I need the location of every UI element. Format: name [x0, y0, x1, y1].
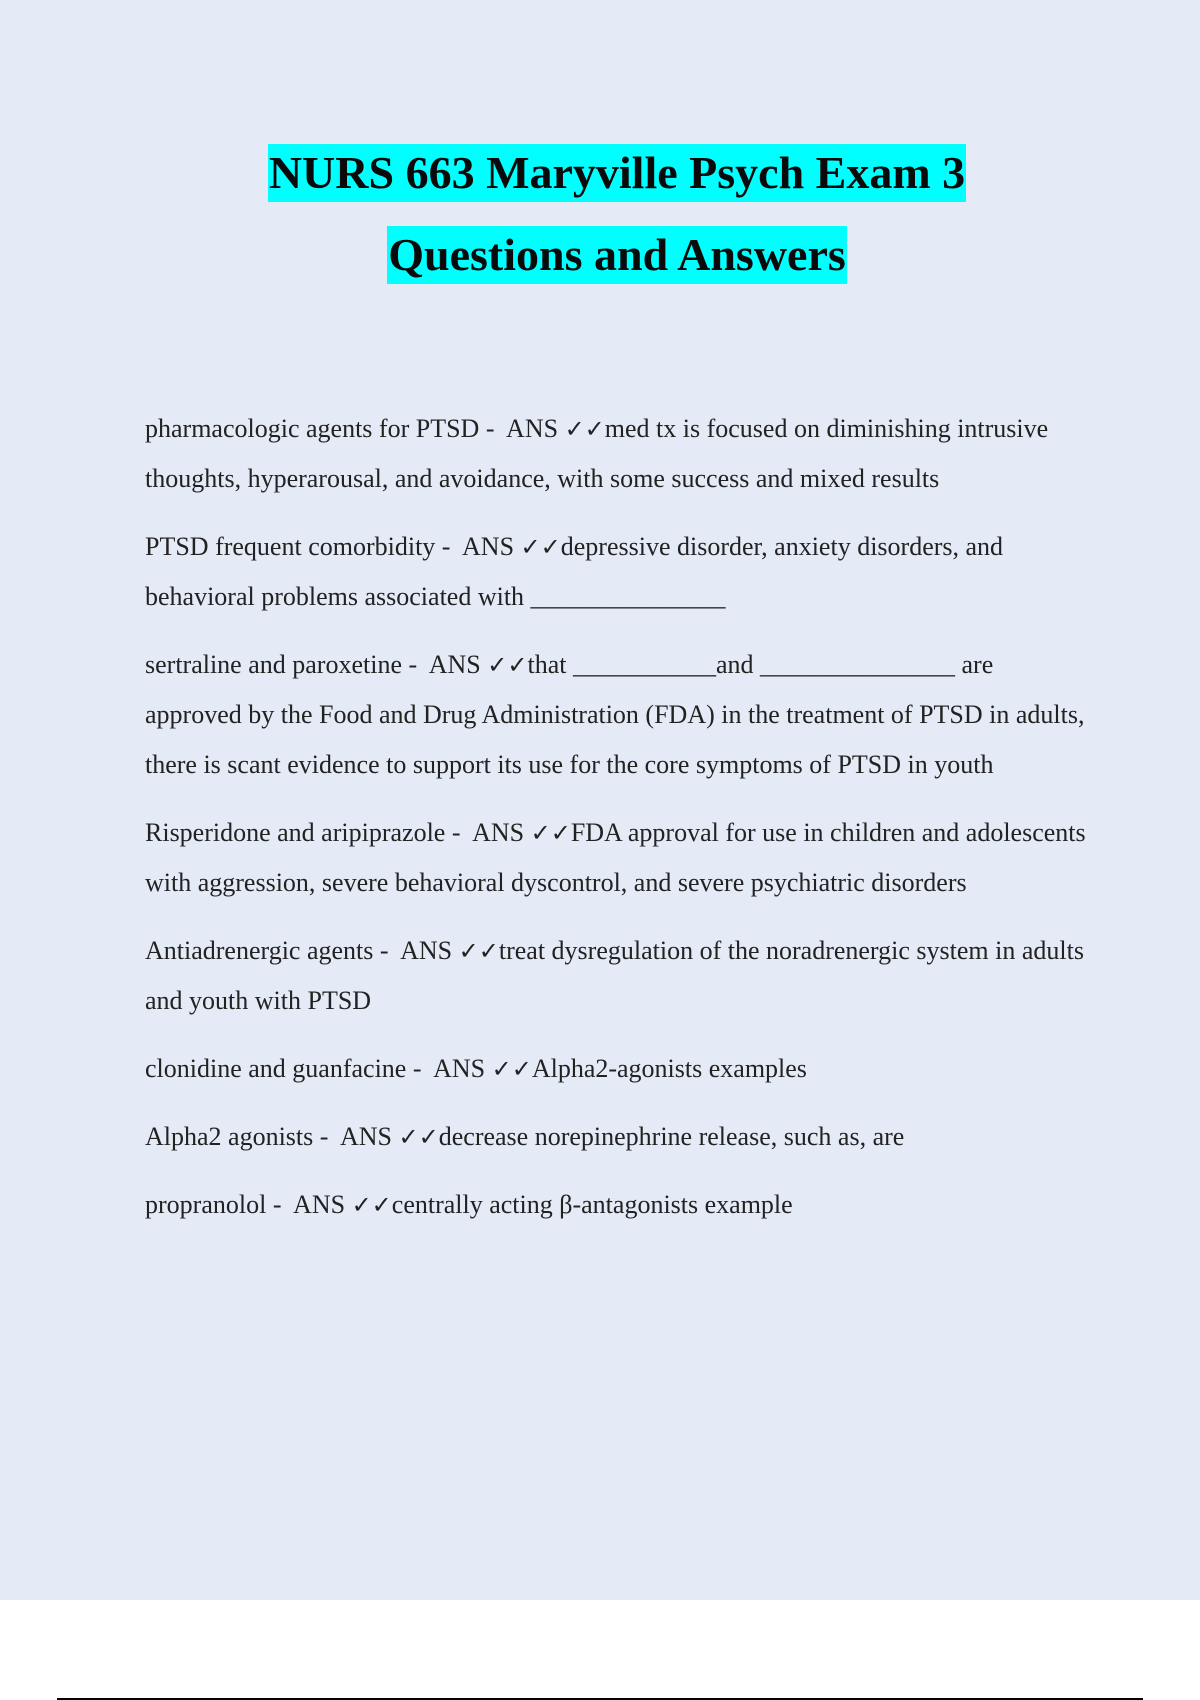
qa-term: sertraline and paroxetine [145, 650, 402, 679]
qa-item: Alpha2 agonists - ANS ✓✓decrease norepinephrine release, such as, are [145, 1122, 905, 1151]
double-check-icon: ✓✓ [458, 937, 499, 965]
qa-term: clonidine and guanfacine [145, 1054, 407, 1083]
double-check-icon: ✓✓ [491, 1055, 532, 1083]
ans-label: ANS [428, 650, 481, 679]
qa-term: propranolol [145, 1190, 267, 1219]
qa-answer: depressive disorder, anxiety disorders, and behavioral problems associated with _______________ [145, 532, 1004, 611]
qa-term: Antiadrenergic agents [145, 936, 374, 965]
qa-item: PTSD frequent comorbidity - ANS ✓✓depressive disorder, anxiety disorders, and behavioral problems associated with _______________ [145, 532, 1004, 611]
qa-item: Antiadrenergic agents - ANS ✓✓treat dysregulation of the noradrenergic system in adults and youth with PTSD [145, 936, 1084, 1015]
ans-label: ANS [340, 1122, 393, 1151]
qa-answer: Alpha2-agonists examples [531, 1054, 807, 1083]
double-check-icon: ✓✓ [564, 415, 605, 443]
qa-answer: centrally acting β-antagonists example [391, 1190, 793, 1219]
qa-item: sertraline and paroxetine - ANS ✓✓that ___________and _______________ are approved by the Food and Drug Administration (FDA) in the treatment of PTSD in adults, there is scant evidence to support its use for the core symptoms of PTSD in youth [145, 650, 1085, 779]
qa-term: Alpha2 agonists [145, 1122, 314, 1151]
document-title [0, 144, 1200, 284]
qa-answer: med tx is focused on diminishing intrusive thoughts, hyperarousal, and avoidance, with some success and mixed results [145, 414, 1049, 493]
qa-answer: that ___________and _______________ are approved by the Food and Drug Administration (FDA) in the treatment of PTSD in adults, there is scant evidence to support its use for the core symptoms of PTSD in youth [145, 650, 1085, 779]
qa-term: Risperidone and aripiprazole [145, 818, 446, 847]
qa-item: propranolol - ANS ✓✓centrally acting β-antagonists example [145, 1190, 793, 1219]
qa-item: Risperidone and aripiprazole - ANS ✓✓FDA approval for use in children and adolescents with aggression, severe behavioral dyscontrol, and severe psychiatric disorders [145, 818, 1086, 897]
qa-term: pharmacologic agents for PTSD [145, 414, 480, 443]
qa-answer: FDA approval for use in children and adolescents with aggression, severe behavioral dyscontrol, and severe psychiatric disorders [145, 818, 1086, 897]
qa-item: clonidine and guanfacine - ANS ✓✓Alpha2-agonists examples [145, 1054, 807, 1083]
double-check-icon: ✓✓ [530, 819, 571, 847]
title-line-1: NURS 663 Maryville Psych Exam 3 [268, 144, 966, 202]
double-check-icon: ✓✓ [351, 1191, 392, 1219]
qa-answer: treat dysregulation of the noradrenergic system in adults and youth with PTSD [145, 936, 1084, 1015]
qa-term: PTSD frequent comorbidity [145, 532, 436, 561]
double-check-icon: ✓✓ [398, 1123, 439, 1151]
ans-label: ANS [400, 936, 453, 965]
double-check-icon: ✓✓ [520, 533, 561, 561]
qa-list [145, 404, 1095, 1248]
double-check-icon: ✓✓ [487, 651, 528, 679]
ans-label: ANS [472, 818, 525, 847]
qa-answer: decrease norepinephrine release, such as, are [438, 1122, 905, 1151]
ans-label: ANS [462, 532, 515, 561]
qa-item: pharmacologic agents for PTSD - ANS ✓✓med tx is focused on diminishing intrusive thoughts, hyperarousal, and avoidance, with some success and mixed results [145, 414, 1049, 493]
title-line-2: Questions and Answers [387, 226, 847, 284]
ans-label: ANS [506, 414, 559, 443]
ans-label: ANS [433, 1054, 486, 1083]
ans-label: ANS [293, 1190, 346, 1219]
